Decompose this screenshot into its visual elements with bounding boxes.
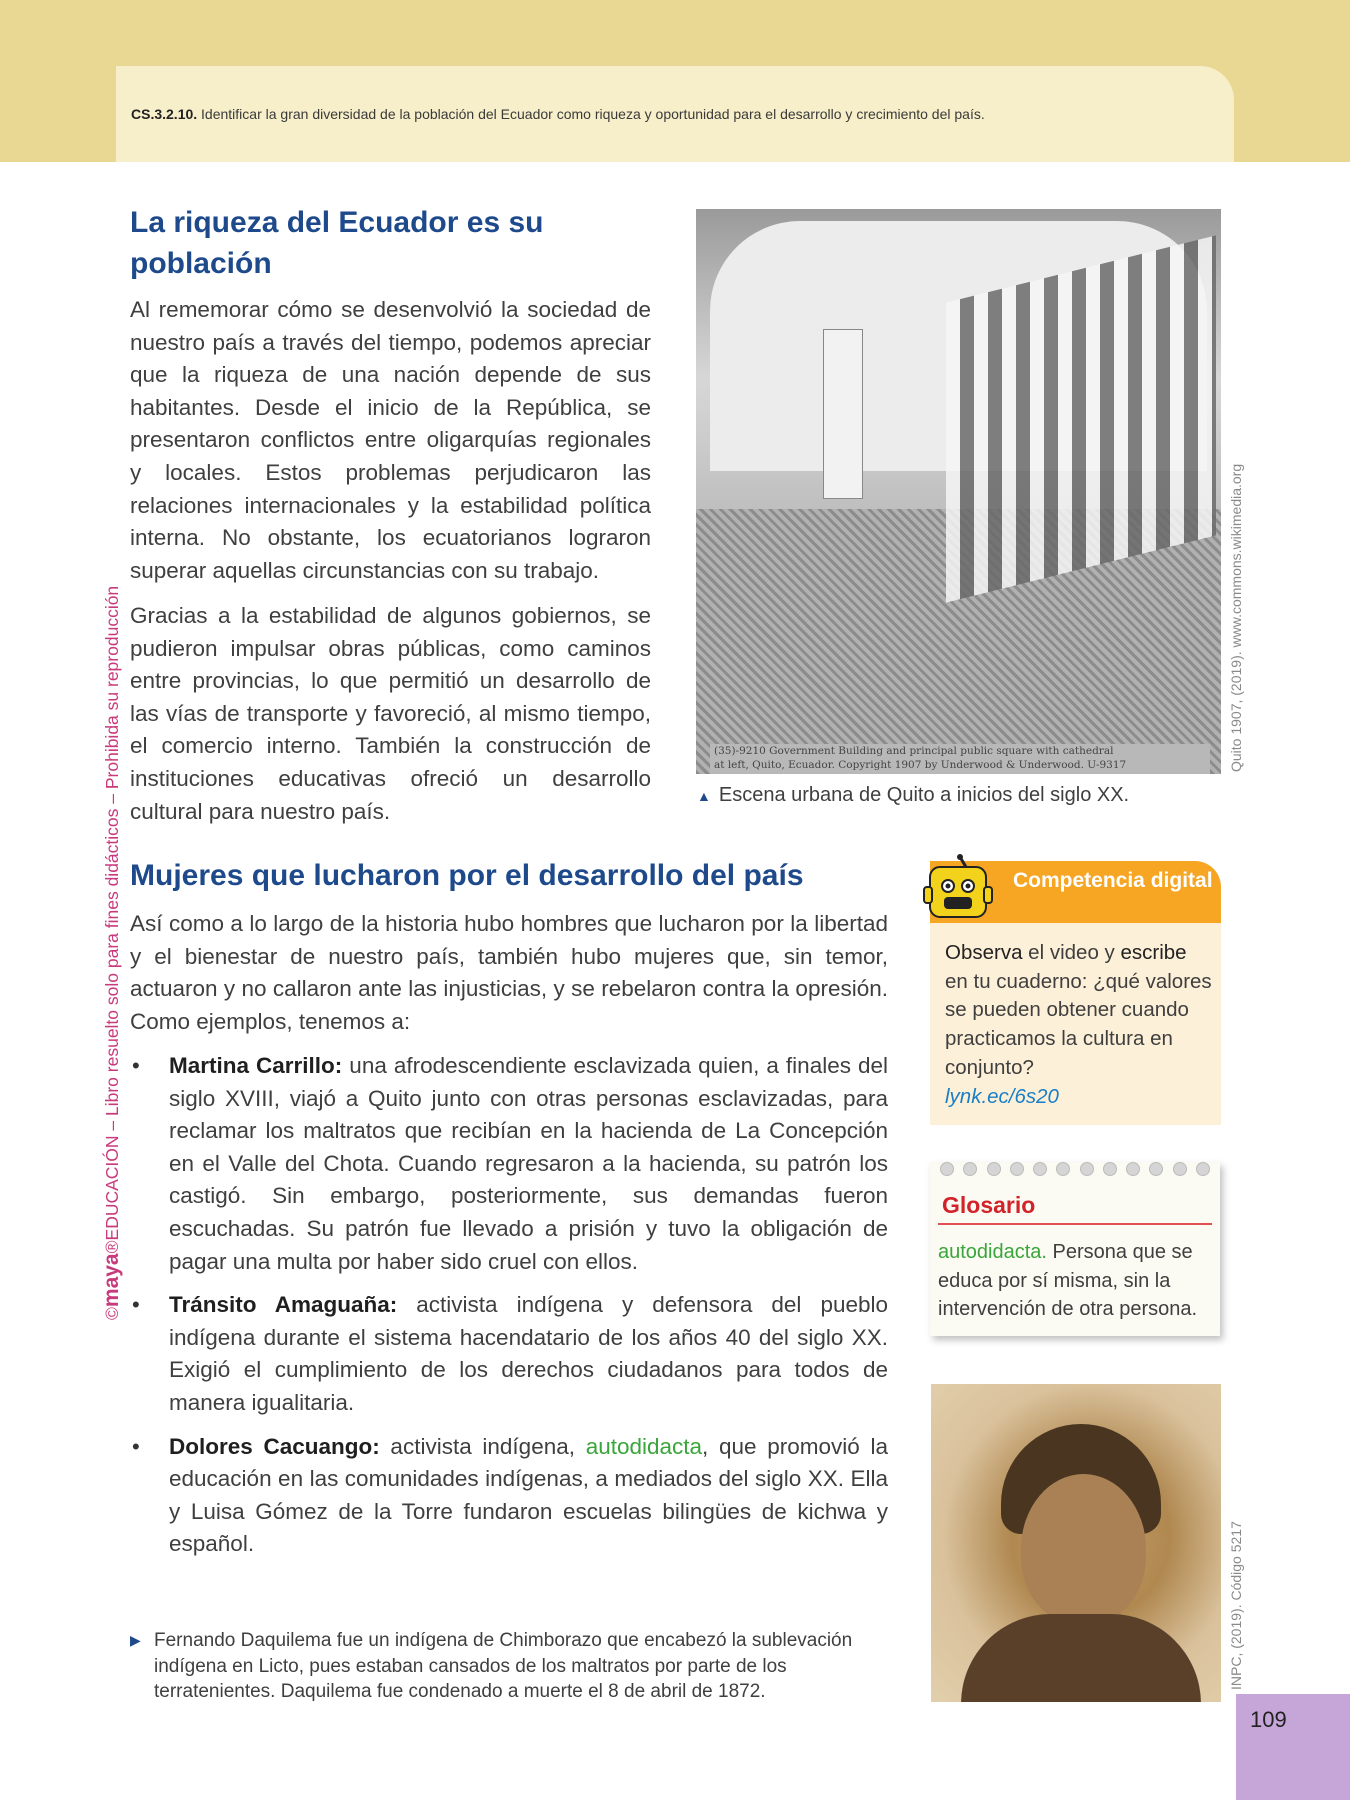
- registered-symbol: ®: [102, 1240, 122, 1254]
- photo-caption-quito: [697, 784, 1129, 807]
- glossary-term-link: autodidacta: [585, 1433, 703, 1459]
- photo-fernando-daquilema: [931, 1384, 1221, 1702]
- brand-logo-text: maya: [100, 1253, 123, 1308]
- competencia-instructions: [945, 939, 1215, 1111]
- bullet-text: activista indígena,: [379, 1433, 586, 1459]
- glosario-box: [930, 1162, 1220, 1336]
- glosario-definition: Persona que se educa por sí misma, sin la intervención de otra persona.: [938, 1241, 1198, 1320]
- portrait-face: [1021, 1474, 1146, 1624]
- instruction-text: en tu cuaderno: ¿qué valores se pueden obtener cuando practicamos la cultura en conjunto?: [945, 969, 1212, 1079]
- verb-escribe: escribe: [1120, 941, 1187, 964]
- skill-text: Identificar la gran diversidad de la población del Ecuador como riqueza y oportunidad para el desarrollo y crecimiento del país.: [201, 106, 985, 122]
- robot-mascot-icon: [920, 853, 1000, 929]
- women-list: [130, 1050, 888, 1572]
- instruction-text: el video y: [1022, 941, 1121, 964]
- glosario-entry: [938, 1238, 1218, 1324]
- photo-inscription-line-2: at left, Quito, Ecuador. Copyright 1907 by Underwood & Underwood. U-9317: [714, 759, 1127, 771]
- photo-credit-inpc: INPC, (2019). Código 5217: [1228, 1521, 1244, 1690]
- list-item-dolores: [130, 1431, 888, 1561]
- page-number: 109: [1250, 1707, 1287, 1732]
- list-item-martina: [130, 1050, 888, 1278]
- bullet-name: Dolores Cacuango:: [169, 1433, 380, 1459]
- verb-observa: Observa: [945, 941, 1023, 964]
- triangle-right-icon: ▶: [130, 1632, 141, 1648]
- triangle-up-icon: ▲: [697, 788, 711, 804]
- section-title-riqueza: La riqueza del Ecuador es su población: [130, 206, 544, 280]
- video-link[interactable]: lynk.ec/6s20: [945, 1084, 1059, 1108]
- section-title-mujeres: Mujeres que lucharon por el desarrollo del país: [130, 859, 804, 892]
- bullet-name: Tránsito Amaguaña:: [169, 1292, 398, 1318]
- paragraph-intro-mujeres: Así como a lo largo de la historia hubo hombres que lucharon por la libertad y el bienestar de nuestro país, también hubo mujeres que, sin temor, actuaron y no callaron ante las injusticias, y se rebelaron contra la opresión. Como ejemplos, tenemos a:: [130, 911, 888, 1034]
- copyright-symbol: ©: [102, 1307, 122, 1320]
- bullet-text: activista indígena y defensora del pueblo indígena durante el sistema hacendatario de los años 40 del siglo XX. Exigió el cumplimiento de los derechos ciudadanos para todos de manera igualitaria.: [169, 1292, 889, 1415]
- glosario-divider: [938, 1223, 1212, 1225]
- paragraph-2: Gracias a la estabilidad de algunos gobiernos, se pudieron impulsar obras públicas, como caminos entre provincias, lo que permitió un desarrollo de las vías de transporte y favoreció, al mismo tiempo, el comercio interno. También la construcción de instituciones educativas ofreció un desarrollo cultural para nuestro país.: [130, 603, 651, 824]
- glosario-term: autodidacta.: [938, 1241, 1047, 1263]
- photo-cathedral-tower: [823, 329, 863, 499]
- notebook-rings: [940, 1162, 1210, 1178]
- bullet-text: una afrodescendiente esclavizada quien, a finales del siglo XVIII, viajó a Quito junto con otras personas esclavizadas, para reclamar los maltratos que recibían en la hacienda de La Concepción en el Valle del Chota. Cuando regresaron a la hacienda, su patrón los castigó. Sin embargo, posteriormente, sus demandas fueron escuchadas. Su patrón fue llevado a prisión y tuvo la obligación de pagar una multa por haber sido cruel con ellos.: [169, 1053, 889, 1274]
- side-notice-text: EDUCACIÓN – Libro resuelto solo para fines didácticos – Prohibida su reproducción: [102, 585, 122, 1241]
- bullet-text: , que promovió la educación en las comunidades indígenas, a mediados del siglo XX. Ella y Luisa Gómez de la Torre fundaron escuelas bilingües de kichwa y español.: [169, 1433, 888, 1557]
- caption-text: Fernando Daquilema fue un indígena de Chimborazo que encabezó la sublevación indígena en Licto, pues estaban cansados de los maltratos por parte de los terratenientes. Daquilema fue condenado a muerte el 8 de abril de 1872.: [154, 1630, 853, 1702]
- photo-quito-plaza: [696, 209, 1221, 774]
- skill-statement: [131, 106, 985, 122]
- photo-caption-text: Escena urbana de Quito a inicios del siglo XX.: [718, 784, 1130, 806]
- side-copyright-notice: [100, 480, 124, 1320]
- competencia-title: Competencia digital: [1013, 869, 1213, 892]
- glosario-title: Glosario: [942, 1192, 1036, 1218]
- portrait-body: [961, 1614, 1201, 1702]
- skill-code: CS.3.2.10.: [131, 106, 198, 122]
- photo-credit-quito: Quito 1907, (2019). www.commons.wikimedia.org: [1228, 463, 1244, 772]
- photo-caption-daquilema: [130, 1628, 900, 1705]
- bullet-name: Martina Carrillo:: [169, 1053, 343, 1078]
- photo-inscription: [710, 744, 1210, 774]
- list-item-transito: [130, 1289, 888, 1419]
- paragraph-1: Al rememorar cómo se desenvolvió la sociedad de nuestro país a través del tiempo, podemos apreciar que la riqueza de una nación depende de sus habitantes. Desde el inicio de la República, se presentaron conflictos entre oligarquías regionales y locales. Estos problemas perjudicaron las relaciones internacionales y la estabilidad política interna. No obstante, los ecuatorianos lograron superar aquellas circunstancias con su trabajo.: [130, 297, 651, 583]
- photo-inscription-line-1: (35)-9210 Government Building and principal public square with cathedral: [714, 745, 1114, 757]
